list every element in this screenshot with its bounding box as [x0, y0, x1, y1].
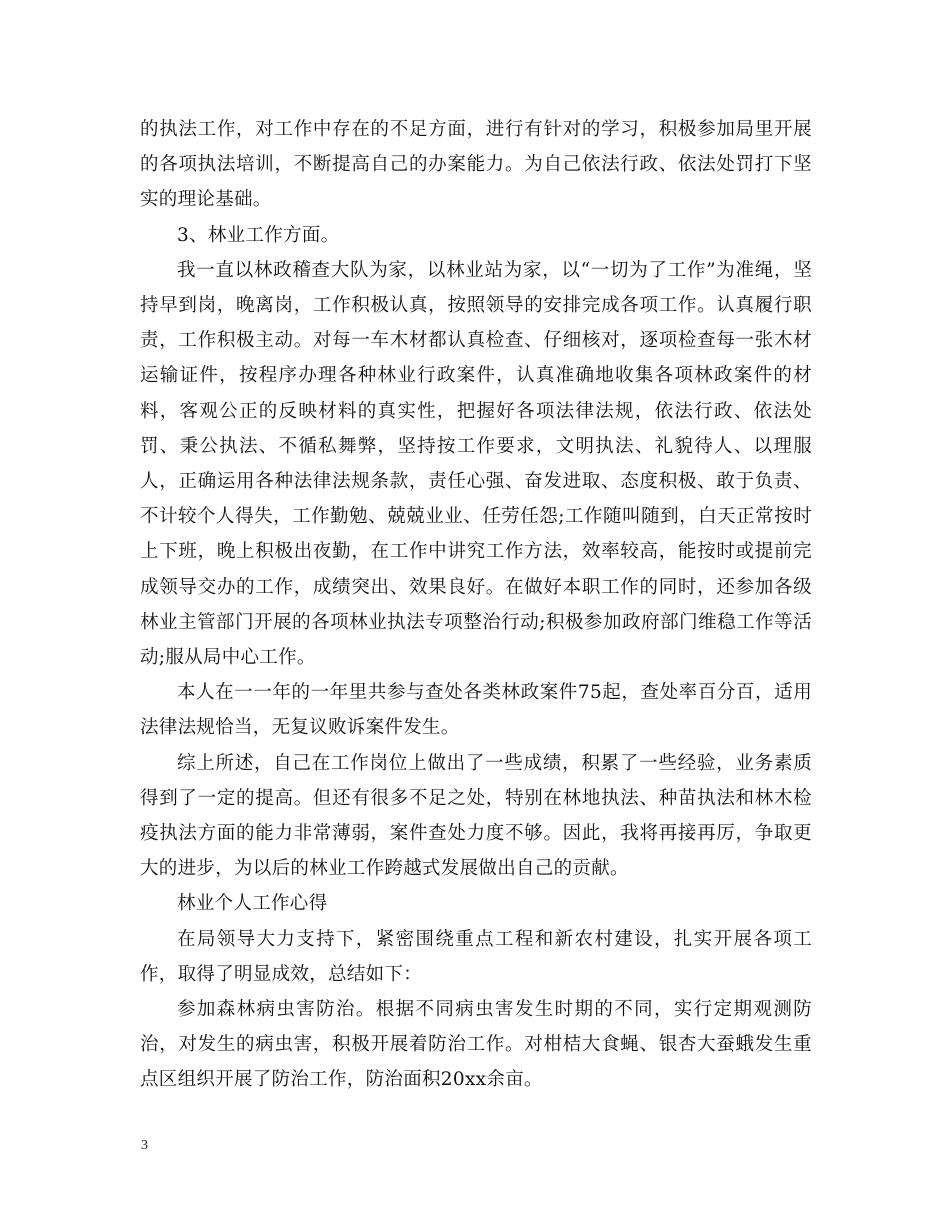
paragraph-pest-control: 参加森林病虫害防治。根据不同病虫害发生时期的不同，实行定期观测防治，对发生的病虫害，积极开展着防治工作。对柑桔大食蝇、银杏大蚕蛾发生重点区组织开展了防治工作，防治面积20xx余亩。 [140, 999, 812, 1091]
paragraph-introduction: 在局领导大力支持下，紧密围绕重点工程和新农村建设，扎实开展各项工作，取得了明显成效，总结如下： [140, 928, 812, 985]
page-number: 3 [141, 1138, 148, 1153]
paragraph-summary: 综上所述，自己在工作岗位上做出了一些成绩，积累了一些经验，业务素质得到了一定的提高。但还有很多不足之处，特别在林地执法、种苗执法和林木检疫执法方面的能力非常薄弱，案件查处力度不够。因此，我将再接再厉，争取更大的进步，为以后的林业工作跨越式发展做出自己的贡献。 [140, 752, 812, 880]
document-body [140, 112, 812, 1098]
section-heading-forestry-work: 3、林业工作方面。 [177, 224, 340, 246]
paragraph-case-statistics: 本人在一一年的一年里共参与查处各类林政案件75起，查处率百分百，适用法律法规恰当，无复议败诉案件发生。 [140, 682, 812, 739]
paragraph-continuation: 的执法工作，对工作中存在的不足方面，进行有针对的学习，积极参加局里开展的各项执法培训，不断提高自己的办案能力。为自己依法行政、依法处罚打下坚实的理论基础。 [140, 119, 812, 211]
section-title-experience: 林业个人工作心得 [177, 893, 328, 915]
paragraph-forestry-duties: 我一直以林政稽查大队为家，以林业站为家，以“一切为了工作”为准绳，坚持早到岗，晚离岗，工作积极认真，按照领导的安排完成各项工作。认真履行职责，工作积极主动。对每一车木材都认真检查、仔细核对，逐项检查每一张木材运输证件，按程序办理各种林业行政案件，认真准确地收集各项林政案件的材料，客观公正的反映材料的真实性，把握好各项法律法规，依法行政、依法处罚、秉公执法、不循私舞弊，坚持按工作要求，文明执法、礼貌待人、以理服人，正确运用各种法律法规条款，责任心强、奋发进取、态度积极、敢于负责、不计较个人得失，工作勤勉、兢兢业业、任劳任怨;工作随叫随到，白天正常按时上下班，晚上积极出夜勤，在工作中讲究工作方法，效率较高，能按时或提前完成领导交办的工作，成绩突出、效果良好。在做好本职工作的同时，还参加各级林业主管部门开展的各项林业执法专项整治行动;积极参加政府部门维稳工作等活动;服从局中心工作。 [140, 259, 812, 669]
